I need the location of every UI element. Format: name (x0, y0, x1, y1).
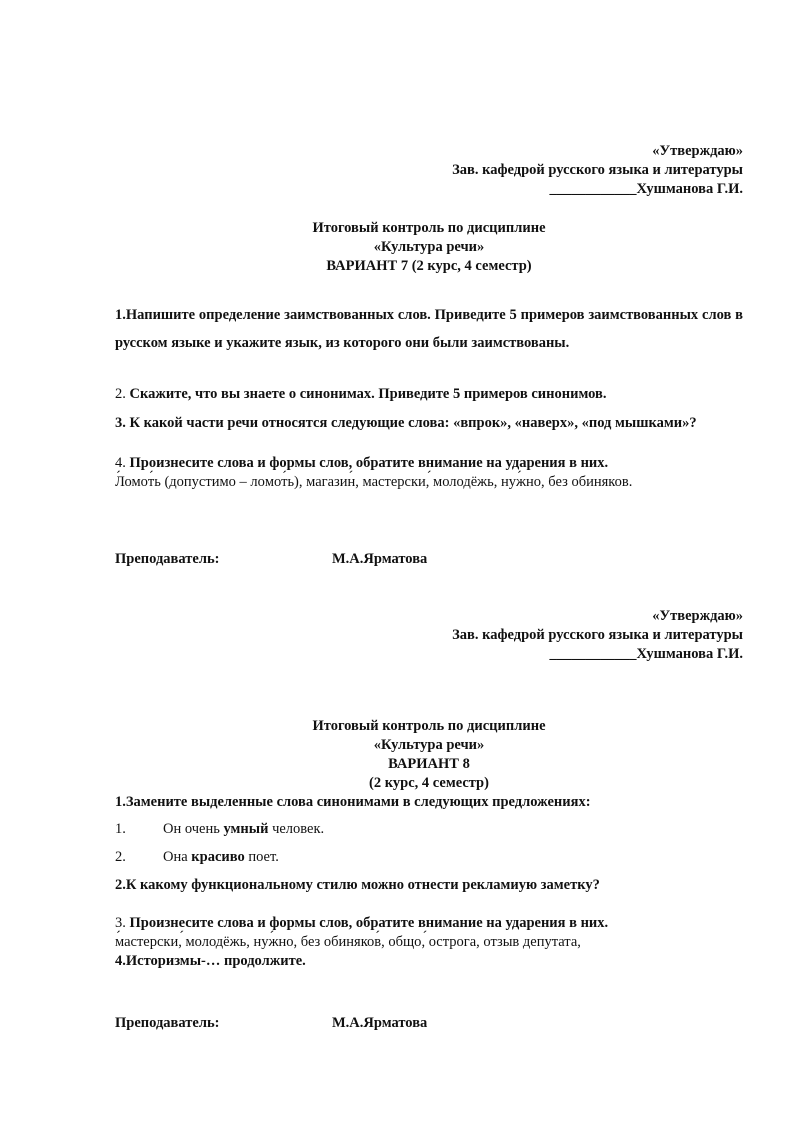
teacher-name: М.А.Ярматова (332, 551, 428, 567)
heading-line-2: «Культура речи» (373, 239, 485, 255)
list-item-text: Она (163, 849, 192, 865)
approve-signature: ____________Хушманова Г.И. (549, 181, 743, 197)
approval-block-v7 (360, 142, 743, 199)
word-part: жно, без обиняко ´ (268, 934, 374, 950)
question-3-v7: 3. К какой части речи относятся следующие слова: «впрок», «наверх», «под мышками»? (115, 415, 697, 431)
list-item-text: поет. (244, 849, 279, 865)
word-part: мастерски ´ (115, 934, 178, 950)
word-part: , острога ´ (421, 934, 476, 950)
heading-line-1: Итоговый контроль по дисциплине (312, 220, 546, 236)
stress-words-v8 (115, 933, 743, 952)
question-3-text: Произнесите слова и формы слов, обратите внимание на ударения в них. (129, 915, 609, 931)
question-2-text: Скажите, что вы знаете о синонимах. Приведите 5 примеров синонимов. (129, 386, 607, 402)
word-part: мо (264, 474, 282, 490)
question-2-num: 2. (115, 386, 126, 402)
highlighted-word: умный (223, 821, 269, 837)
question-2-v8: 2.К какому функциональному стилю можно отнести рекламиую заметку? (115, 877, 600, 893)
teacher-label: Преподаватель: (115, 1015, 220, 1031)
approve-position: Зав. кафедрой русского языка и литературы (452, 627, 743, 643)
heading-line-3: ВАРИАНТ 7 (2 курс, 4 семестр) (326, 258, 532, 274)
heading-v7 (115, 219, 743, 276)
question-1-v7: 1.Напишите определение заимствованных слов. Приведите 5 примеров заимствованных слов в русском языке и укажите язык, из которого они были заимствованы. (115, 307, 743, 351)
question-4-v7 (115, 454, 743, 492)
list-item (115, 848, 743, 867)
word-part: , молодёжь, ну ´ (178, 934, 268, 950)
question-3-num: 3. (115, 915, 126, 931)
word-part: в, общо ´ (374, 934, 421, 950)
word-part: ть), магази ´ (281, 474, 347, 490)
teacher-name: М.А.Ярматова (332, 1015, 428, 1031)
list-item-text: Он очень (163, 821, 224, 837)
word-part: н, мастерски ´ (348, 474, 426, 490)
word-part: ть (допустимо – ло ´ (148, 474, 265, 490)
heading-line-1: Итоговый контроль по дисциплине (312, 718, 546, 734)
list-item-text: человек. (268, 821, 325, 837)
question-4-v8: 4.Историзмы-… продолжите. (115, 953, 306, 969)
question-1-v8: 1.Замените выделенные слова синонимами в следующих предложениях: (115, 794, 591, 810)
question-4-text: Произнесите слова и формы слов, обратите внимание на ударения в них. (129, 455, 609, 471)
question-4-num: 4. (115, 455, 126, 471)
approval-block-v8 (360, 607, 743, 664)
heading-line-3: ВАРИАНТ 8 (388, 756, 470, 772)
question-2-v7 (115, 385, 743, 404)
word-part: жно, без обиняко ´ (516, 474, 622, 490)
list-item-num: 1. (115, 821, 126, 837)
stress-words-v7 (115, 473, 743, 492)
heading-line-2: «Культура речи» (373, 737, 485, 753)
word-part: , отзыв депутата, (476, 934, 581, 950)
heading-v8 (115, 717, 743, 793)
list-item-num: 2. (115, 849, 126, 865)
approve-title: «Утверждаю» (652, 143, 743, 159)
word-part: , молодёжь, ну ´ (426, 474, 516, 490)
approve-signature: ____________Хушманова Г.И. (549, 646, 743, 662)
approve-position: Зав. кафедрой русского языка и литературы (452, 162, 743, 178)
question-3-v8 (115, 914, 743, 971)
word-part: Ломо ´ (115, 474, 148, 490)
word-part: в. (621, 474, 633, 490)
heading-line-4: (2 курс, 4 семестр) (369, 775, 489, 791)
approve-title: «Утверждаю» (652, 608, 743, 624)
list-item (115, 820, 743, 839)
highlighted-word: красиво (191, 849, 245, 865)
teacher-label: Преподаватель: (115, 551, 220, 567)
